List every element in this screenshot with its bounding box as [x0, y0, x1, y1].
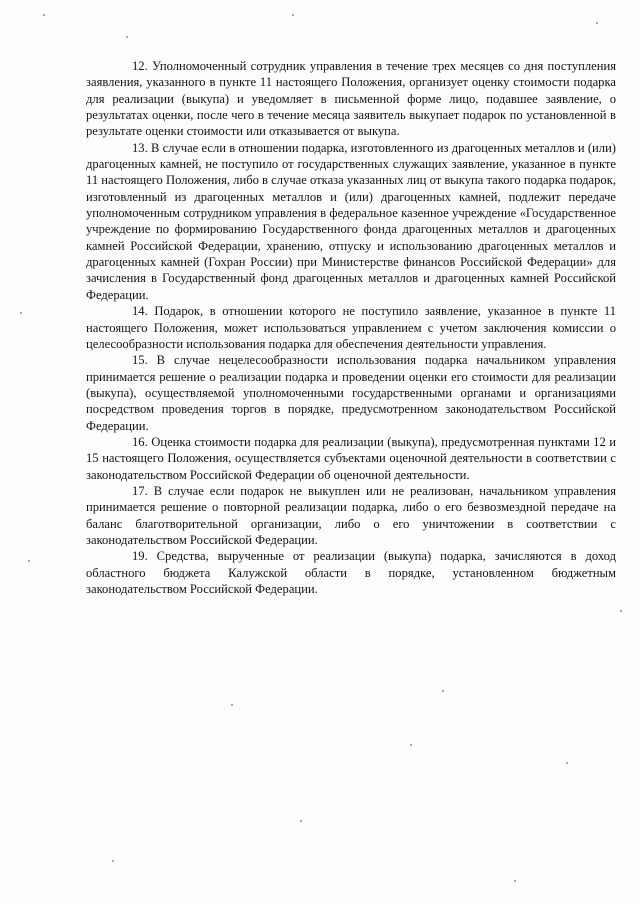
- scan-speck: [566, 762, 568, 764]
- scan-speck: [596, 22, 598, 24]
- paragraph-15: 15. В случае нецелесообразности использования подарка начальником управления принимается решение о реализации подарка и проведении оценки его стоимости для реализации (выкупа), осуществляемой уполномоченными государственными органами и организациями посредством проведения торгов в порядке, предусмотренном законодательством Российской Федерации.: [86, 353, 616, 433]
- scan-speck: [43, 14, 45, 16]
- scan-speck: [231, 704, 233, 706]
- paragraph-14: 14. Подарок, в отношении которого не поступило заявление, указанное в пункте 11 настоящего Положения, может использоваться управлением с учетом заключения комиссии о целесообразности использования подарка для обеспечения деятельности управления.: [86, 304, 616, 351]
- scan-speck: [112, 860, 114, 862]
- scan-speck: [620, 610, 622, 612]
- scan-speck: [514, 880, 516, 882]
- scan-speck: [28, 560, 30, 562]
- scan-speck: [20, 312, 22, 314]
- paragraph-19: 19. Средства, вырученные от реализации (выкупа) подарка, зачисляются в доход областного бюджета Калужской области в порядке, установленном бюджетным законодательством Российской Федерации.: [86, 549, 616, 596]
- paragraph-16: 16. Оценка стоимости подарка для реализации (выкупа), предусмотренная пунктами 12 и 15 настоящего Положения, осуществляется субъектами оценочной деятельности в соответствии с законодательством Российской Федерации об оценочной деятельности.: [86, 434, 616, 482]
- paragraph-17: 17. В случае если подарок не выкуплен или не реализован, начальником управления принимается решение о повторной реализации подарка, либо о его безвозмездной передаче на баланс благотворительной организации, либо о его уничтожении в соответствии с законодательством Российской Федерации.: [86, 483, 616, 547]
- scan-speck: [126, 36, 128, 38]
- paragraph-13: 13. В случае если в отношении подарка, изготовленного из драгоценных металлов и (или) драгоценных камней, не поступило от государственных служащих заявление, указанное в пункте 11 настоящего Положения, либо в случае отказа указанных лиц от выкупа такого подарка подарок, изготовленный из драгоценных металлов и (или) драгоценных камней, подлежит передаче уполномоченным сотрудником управления в федеральное казенное учреждение «Государственное учреждение по формированию Государственного фонда драгоценных металлов и драгоценных камней Российской Федерации, хранению, отпуску и использованию драгоценных металлов и драгоценных камней (Гохран России) при Министерстве финансов Российской Федерации» для зачисления в Государственный фонд драгоценных металлов и драгоценных камней Российской Федерации.: [86, 140, 616, 302]
- scan-speck: [292, 14, 294, 16]
- scan-speck: [300, 820, 302, 822]
- paragraph-12: 12. Уполномоченный сотрудник управления в течение трех месяцев со дня поступления заявления, указанного в пункте 11 настоящего Положения, организует оценку стоимости подарка для реализации (выкупа) и уведомляет в письменной форме лицо, подавшее заявление, о результатах оценки, после чего в течение месяца заявитель выкупает подарок по установленной в результате оценки стоимости или отказывается от выкупа.: [86, 59, 616, 139]
- scan-speck: [410, 744, 412, 746]
- scan-speck: [442, 690, 444, 692]
- document-page: [86, 58, 616, 597]
